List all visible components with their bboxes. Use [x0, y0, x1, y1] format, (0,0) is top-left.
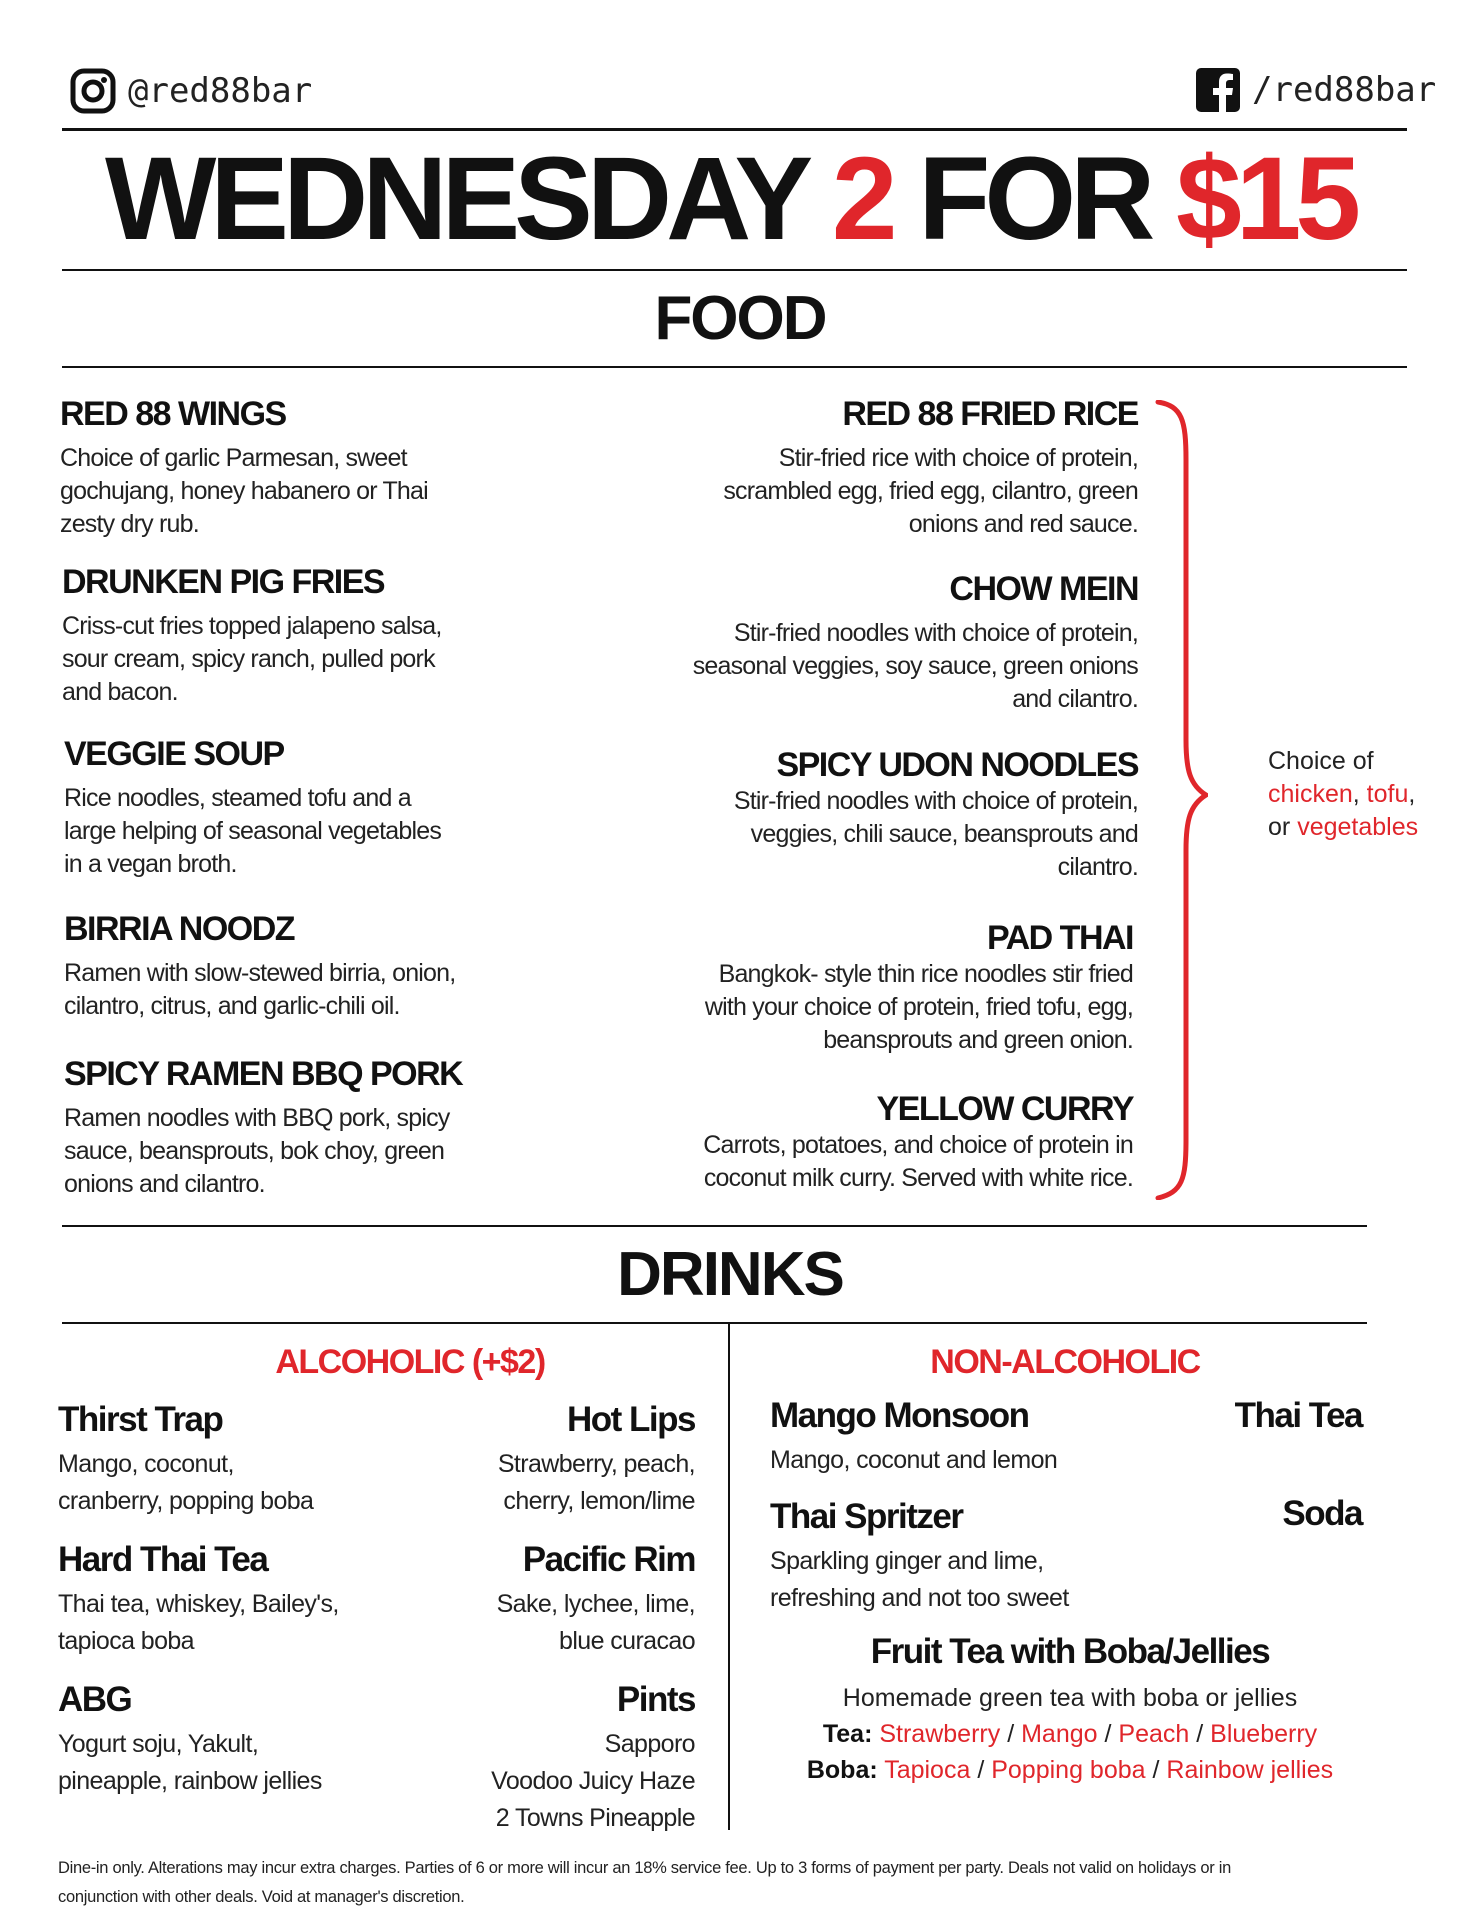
food-item-spicy-ramen-bbq-pork: [64, 1055, 544, 1201]
protein-chicken: chicken: [1268, 780, 1353, 808]
instagram-link[interactable]: [70, 68, 312, 114]
drink-desc: Sparkling ginger and lime, refreshing and not too sweet: [770, 1547, 1069, 1613]
food-item-desc: Stir-fried noodles with choice of protein, veggies, chili sauce, beansprouts and cilantro.: [733, 787, 1138, 882]
facebook-link[interactable]: [1196, 68, 1436, 112]
drink-desc: Thai tea, whiskey, Bailey's, tapioca boba: [58, 1590, 339, 1656]
drink-abg: [58, 1680, 322, 1800]
title-price: $15: [1176, 133, 1356, 265]
food-item-desc: Bangkok- style thin rice noodles stir fried with your choice of protein, fried tofu, egg, beansprouts and green onion.: [704, 960, 1133, 1055]
alcoholic-heading: ALCOHOLIC (+$2): [275, 1343, 545, 1381]
food-item-name: RED 88 WINGS: [60, 395, 286, 433]
drink-name: Hard Thai Tea: [58, 1540, 268, 1579]
food-item-veggie-soup: [64, 735, 544, 881]
food-item-name: CHOW MEIN: [949, 570, 1138, 608]
food-item-name: SPICY RAMEN BBQ PORK: [64, 1055, 463, 1093]
food-item-name: BIRRIA NOODZ: [64, 910, 295, 948]
protein-tofu: tofu: [1366, 780, 1409, 808]
food-rule: [62, 366, 1407, 368]
food-item-spicy-udon-noodles: [580, 746, 1138, 884]
facebook-icon: [1196, 68, 1240, 112]
title-for: FOR: [918, 133, 1150, 265]
food-item-yellow-curry: [580, 1090, 1133, 1195]
drinks-heading: DRINKS: [617, 1240, 843, 1309]
food-item-desc: Ramen with slow-stewed birria, onion, cilantro, citrus, and garlic-chili oil.: [64, 959, 456, 1021]
food-item-pad-thai: [580, 919, 1133, 1057]
food-item-desc: Rice noodles, steamed tofu and a large helping of seasonal vegetables in a vegan broth.: [64, 784, 442, 879]
drinks-divider: [728, 1324, 730, 1830]
drink-soda: [1100, 1494, 1362, 1540]
protein-note: Choice of chicken, tofu, or vegetables: [1268, 747, 1419, 841]
food-item-desc: Criss-cut fries topped jalapeno salsa, sour cream, spicy ranch, pulled pork and bacon.: [62, 612, 442, 707]
food-item-name: DRUNKEN PIG FRIES: [62, 563, 385, 601]
footer-disclaimer: Dine-in only. Alterations may incur extra charges. Parties of 6 or more will incur an 18% service fee. Up to 3 forms of payment per party. Deals not valid on holidays or in conjunction with other deals. Void at manager's discretion.: [58, 1859, 1232, 1906]
non-alcoholic-heading: NON-ALCOHOLIC: [930, 1343, 1200, 1381]
drink-name: Fruit Tea with Boba/Jellies: [870, 1632, 1270, 1671]
header-rule: [62, 128, 1407, 131]
food-item-drunken-pig-fries: [62, 563, 542, 709]
title-rule: [62, 269, 1407, 271]
drink-name: Soda: [1282, 1494, 1362, 1533]
food-item-red88-wings: [60, 395, 540, 541]
drink-name: Thai Tea: [1234, 1396, 1362, 1435]
fruit-tea-flavors: Tea: Strawberry / Mango / Peach / Blueberry: [822, 1720, 1318, 1748]
drinks-top-rule: [62, 1225, 1367, 1227]
food-item-name: PAD THAI: [986, 919, 1133, 957]
drink-desc: Mango, coconut, cranberry, popping boba: [58, 1450, 314, 1516]
drink-desc: Yogurt soju, Yakult, pineapple, rainbow jellies: [58, 1730, 322, 1796]
brace-icon: [1148, 400, 1208, 1200]
drink-name: Pacific Rim: [522, 1540, 695, 1579]
boba-label: Boba:: [806, 1756, 878, 1784]
drink-hard-thai-tea: [58, 1540, 339, 1660]
drink-fruit-tea: [740, 1632, 1400, 1674]
food-item-name: YELLOW CURRY: [876, 1090, 1133, 1128]
drinks-rule: [62, 1322, 1367, 1324]
food-item-name: VEGGIE SOUP: [64, 735, 284, 773]
drink-name: Pints: [616, 1680, 695, 1719]
food-item-desc: Choice of garlic Parmesan, sweet gochujang, honey habanero or Thai zesty dry rub.: [60, 444, 428, 539]
drink-hot-lips: [400, 1400, 695, 1520]
drink-thai-spritzer: [770, 1497, 1069, 1617]
drink-desc: Mango, coconut and lemon: [770, 1446, 1058, 1475]
fruit-tea-boba: Boba: Tapioca / Popping boba / Rainbow jellies: [806, 1756, 1334, 1784]
food-item-name: SPICY UDON NOODLES: [776, 746, 1138, 784]
food-item-red88-fried-rice: [580, 395, 1138, 541]
drink-desc: Sake, lychee, lime, blue curacao: [496, 1590, 695, 1656]
fruit-tea-desc: Homemade green tea with boba or jellies: [842, 1684, 1298, 1712]
food-item-chow-mein: [580, 570, 1138, 716]
facebook-handle: /red88bar: [1252, 70, 1437, 110]
drink-name: Thai Spritzer: [770, 1497, 963, 1536]
food-item-birria-noodz: [64, 910, 544, 1023]
page-title: [60, 133, 1400, 265]
drink-name: Mango Monsoon: [770, 1396, 1029, 1435]
food-item-desc: Stir-fried rice with choice of protein, scrambled egg, fried egg, cilantro, green onions and red sauce.: [723, 444, 1138, 539]
drink-thirst-trap: [58, 1400, 313, 1520]
drink-desc: Strawberry, peach, cherry, lemon/lime: [497, 1450, 695, 1516]
drink-desc: Sapporo Voodoo Juicy Haze 2 Towns Pineapple: [491, 1730, 695, 1833]
food-item-desc: Carrots, potatoes, and choice of protein in coconut milk curry. Served with white rice.: [703, 1131, 1133, 1193]
drink-name: ABG: [58, 1680, 132, 1719]
food-item-name: RED 88 FRIED RICE: [842, 395, 1138, 433]
instagram-icon: [70, 68, 116, 114]
drink-mango-monsoon: [770, 1396, 1057, 1479]
instagram-handle: @red88bar: [128, 71, 313, 111]
title-two: 2: [831, 133, 892, 265]
food-item-desc: Ramen noodles with BBQ pork, spicy sauce, beansprouts, bok choy, green onions and cilantro.: [64, 1104, 450, 1199]
food-item-desc: Stir-fried noodles with choice of protein, seasonal veggies, soy sauce, green onions and cilantro.: [692, 619, 1138, 714]
title-wednesday: WEDNESDAY: [104, 133, 806, 265]
drink-name: Hot Lips: [567, 1400, 695, 1439]
drink-thai-tea: [1100, 1396, 1362, 1442]
drink-pints: [400, 1680, 695, 1837]
drink-name: Thirst Trap: [58, 1400, 223, 1439]
drink-pacific-rim: [400, 1540, 695, 1660]
food-heading: FOOD: [654, 284, 826, 353]
tea-label: Tea:: [822, 1720, 873, 1748]
protein-vegetables: vegetables: [1297, 813, 1419, 841]
